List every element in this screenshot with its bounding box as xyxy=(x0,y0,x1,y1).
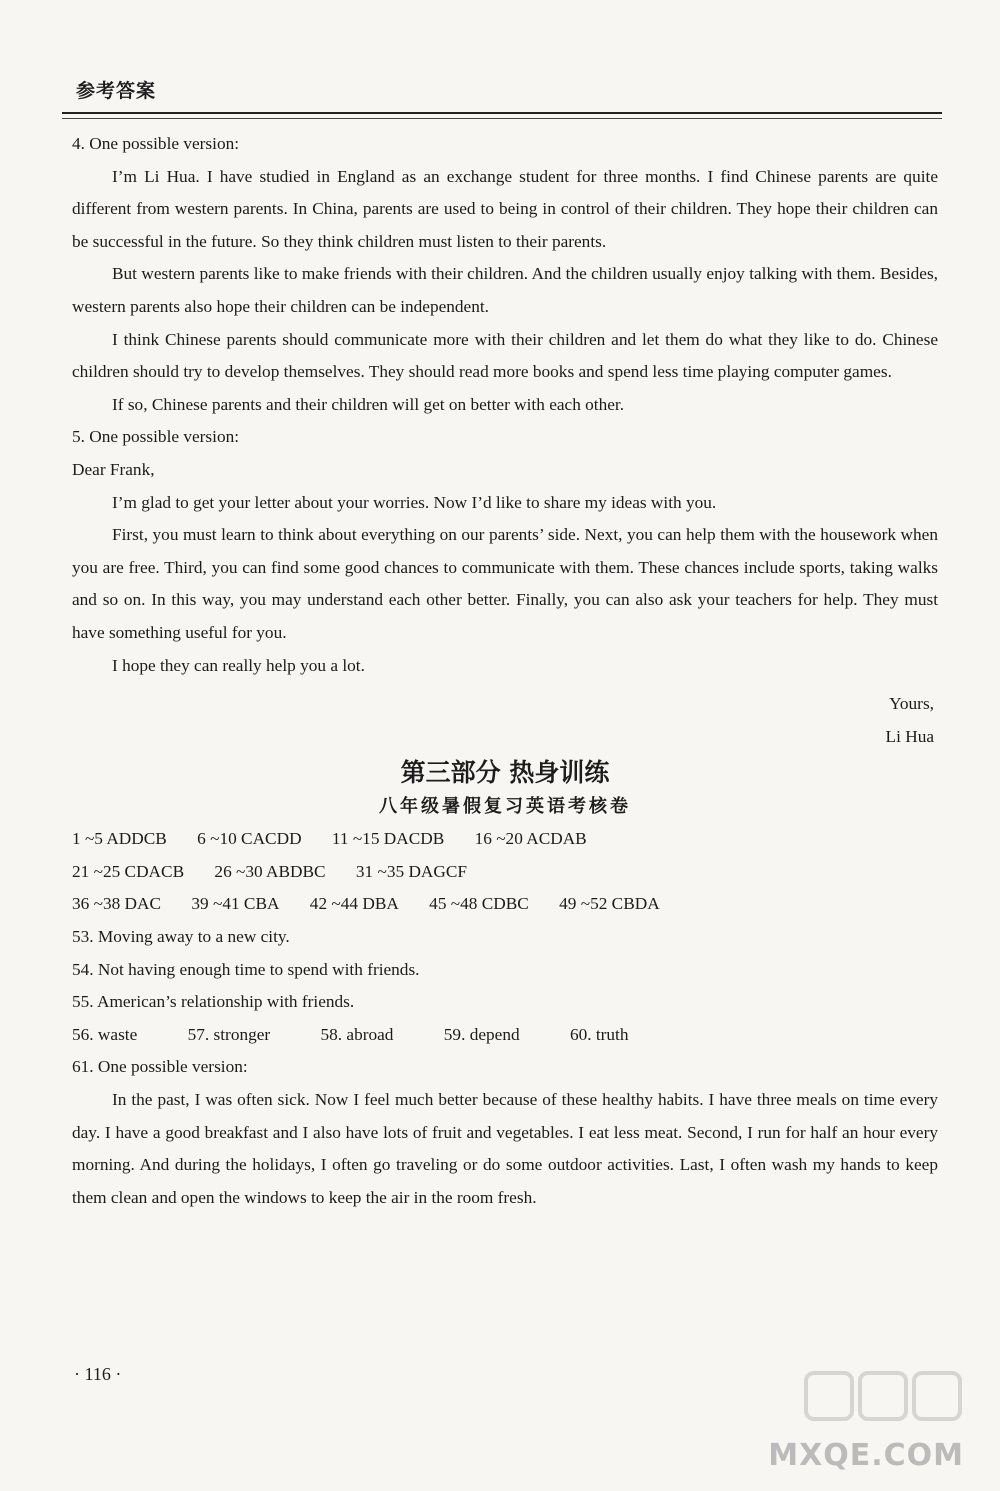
header-title: 参考答案 xyxy=(76,80,157,102)
answer-word: 57. stronger xyxy=(187,1024,271,1044)
answer-word: 59. depend xyxy=(443,1024,520,1044)
answer-row-3 xyxy=(72,888,938,921)
answer-group: 39 ~41 CBA xyxy=(191,894,280,914)
answer-group: 11 ~15 DACDB xyxy=(331,829,445,849)
header-rule-thin xyxy=(62,118,942,119)
answer-group: 49 ~52 CBDA xyxy=(559,894,660,914)
answer-group: 26 ~30 ABDBC xyxy=(214,861,326,881)
section-title: 第三部分 热身训练 xyxy=(400,758,610,788)
answer-55: 55. American’s relationship with friends. xyxy=(72,992,355,1012)
page-content xyxy=(72,128,938,1214)
answer-4-paragraph-1: I’m Li Hua. I have studied in England as an exchange student for three months. I find Chinese parents are quite different from western parents. In China, parents are used to being in control of their children. They hope their children can be successful in the future. So they think children must listen to their parents. xyxy=(72,166,938,251)
answer-row-1 xyxy=(72,823,938,856)
header-rule xyxy=(62,112,942,114)
answer-4-paragraph-3: I think Chinese parents should communicate more with their children and let them do what they like to do. Chinese children should try to develop themselves. They should read more books and spend less time playing computer games. xyxy=(72,329,938,382)
answer-group: 31 ~35 DAGCF xyxy=(355,861,468,881)
answer-word: 60. truth xyxy=(569,1024,629,1044)
answer-row-56-60 xyxy=(72,1019,938,1052)
answer-group: 1 ~5 ADDCB xyxy=(72,829,167,849)
answer-group: 6 ~10 CACDD xyxy=(197,829,302,849)
section-subtitle: 八年级暑假复习英语考核卷 xyxy=(379,796,631,818)
answer-61-text: In the past, I was often sick. Now I feel much better because of these healthy habits. I have three meals on time every day. I have a good breakfast and I also have lots of fruit and vegetables. I eat less meat. Second, I run for half an hour every morning. And during the holidays, I often go traveling or do some outdoor activities. Last, I often wash my hands to keep them clean and open the windows to keep the air in the room fresh. xyxy=(72,1090,938,1207)
letter-paragraph-1: I’m glad to get your letter about your worries. Now I’d like to share my ideas with you. xyxy=(112,492,717,512)
letter-closing: Yours, xyxy=(889,694,934,714)
answer-4-label: 4. One possible version: xyxy=(72,134,240,153)
answer-61-label: 61. One possible version: xyxy=(72,1057,248,1077)
answer-word: 56. waste xyxy=(72,1024,138,1044)
answer-group: 16 ~20 ACDAB xyxy=(474,829,587,849)
answer-4-paragraph-2: But western parents like to make friends with their children. And the children usually enjoy talking with them. Besides, western parents also hope their children can be independent. xyxy=(72,264,938,316)
letter-salutation: Dear Frank, xyxy=(72,459,155,479)
answer-group: 42 ~44 DBA xyxy=(309,894,399,914)
watermark-text: MXQE.COM xyxy=(768,1438,964,1473)
letter-paragraph-3: I hope they can really help you a lot. xyxy=(112,655,365,675)
answer-group: 45 ~48 CDBC xyxy=(429,894,529,914)
answer-group: 21 ~25 CDACB xyxy=(72,861,185,881)
page-number: · 116 · xyxy=(74,1364,122,1384)
answer-54: 54. Not having enough time to spend with friends. xyxy=(72,959,420,979)
letter-signature: Li Hua xyxy=(885,726,934,746)
letter-paragraph-2: First, you must learn to think about everything on our parents’ side. Next, you can help them with the housework when you are free. Third, you can find some good chances to communicate with them. These chances include sports, taking walks and so on. In this way, you may understand each other better. Finally, you can also ask your teachers for help. They must have something useful for you. xyxy=(72,525,938,642)
answer-53: 53. Moving away to a new city. xyxy=(72,927,290,947)
answer-5-label: 5. One possible version: xyxy=(72,427,240,447)
answer-row-2 xyxy=(72,856,938,889)
answer-4-paragraph-4: If so, Chinese parents and their children will get on better with each other. xyxy=(112,394,625,414)
answer-group: 36 ~38 DAC xyxy=(72,894,162,914)
answer-word: 58. abroad xyxy=(320,1024,394,1044)
